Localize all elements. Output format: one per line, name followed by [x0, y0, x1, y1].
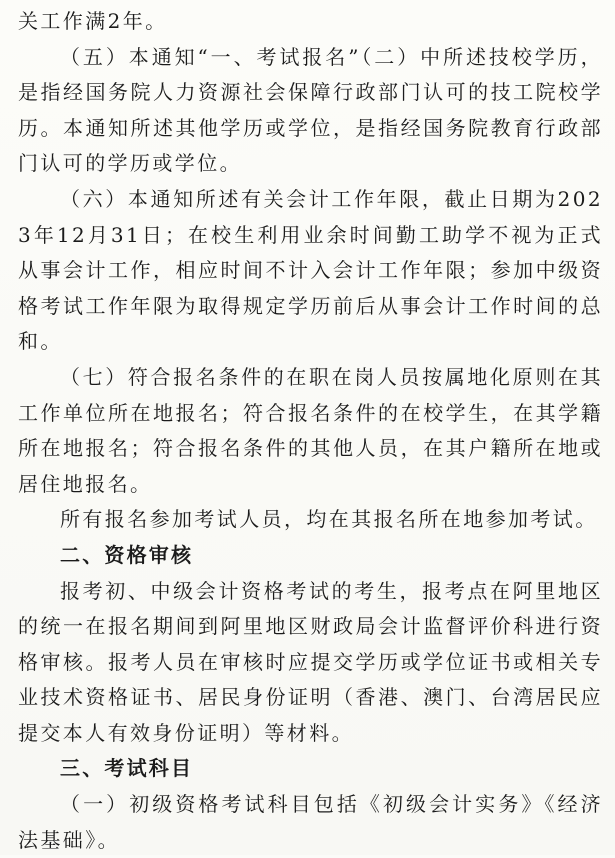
item-five-paragraph: （五）本通知“一、考试报名”（二）中所述技校学历，是指经国务院人力资源社会保障行政部门认可的技工院校学历。本通知所述其他学历或学位，是指经国务院教育行政部门认可的学历或学位。	[18, 44, 603, 176]
item-six-paragraph: （六）本通知所述有关会计工作年限，截止日期为2023年12月31日；在校生利用业余时间勤工助学不视为正式从事会计工作，相应时间不计入会计工作年限；参加中级资格考试工作年限为取得规定学历前后从事会计工作时间的总和。	[18, 186, 603, 354]
exam-subjects-item-one-paragraph: （一）初级资格考试科目包括《初级会计实务》《经济法基础》。	[18, 792, 603, 852]
qualification-review-paragraph: 报考初、中级会计资格考试的考生，报考点在阿里地区的统一在报名期间到阿里地区财政局会计监督评价科进行资格审核。报考人员在审核时应提交学历或学位证书或相关专业技术资格证书、居民身份证明（香港、澳门、台湾居民应提交本人有效身份证明）等材料。	[18, 578, 603, 745]
continuation-paragraph: 关工作满2年。	[18, 9, 168, 33]
section-heading-exam-subjects: 三、考试科目	[60, 756, 194, 781]
exam-location-paragraph: 所有报名参加考试人员，均在其报名所在地参加考试。	[60, 507, 598, 532]
section-heading-qualification-review: 二、资格审核	[60, 542, 194, 567]
item-seven-paragraph: （七）符合报名条件的在职在岗人员按属地化原则在其工作单位所在地报名；符合报名条件的在校学生，在其学籍所在地报名；符合报名条件的其他人员，在其户籍所在地或居住地报名。	[18, 364, 603, 496]
